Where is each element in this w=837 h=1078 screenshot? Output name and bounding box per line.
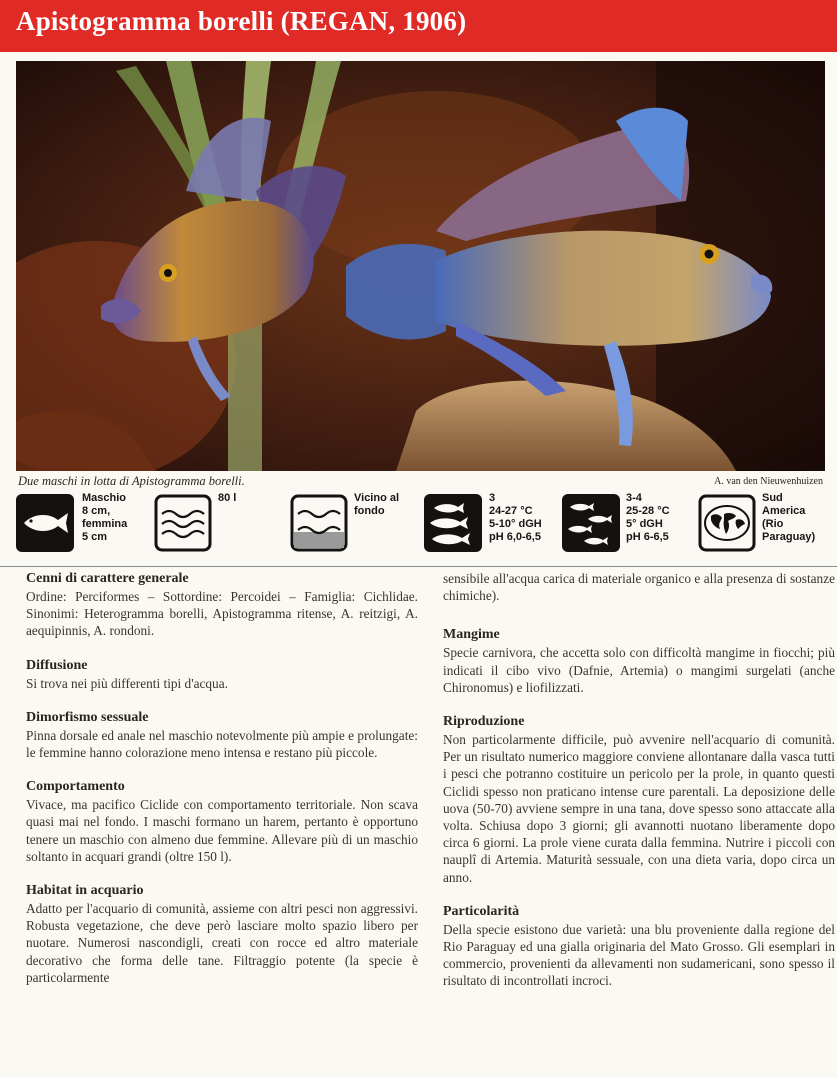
section-text: Ordine: Perciformes – Sottordine: Percoidei – Famiglia: Cichlidae. Sinonimi: Heterogramma borelli, Apistogramma ritense, A. reitzigi, A. aequipinnis, A. rondoni. — [26, 589, 418, 639]
breeding-params-icon — [562, 494, 620, 552]
section-heading: Mangime — [443, 627, 500, 643]
section-riproduzione — [443, 713, 835, 886]
swimming-zone-label: Vicino al fondo — [354, 492, 400, 517]
section-text: Della specie esistono due varietà: una blu proveniente dalla regione del Rio Paraguay ed una gialla originaria del Mato Grosso. Gli esemplari in commercio, provenienti da allevamenti non sudamericani, sono spesso il risultato di incontrollati incroci. — [443, 921, 835, 989]
section-cenni — [26, 570, 418, 640]
swimming-zone-icon — [290, 494, 348, 552]
section-diffusione — [26, 657, 418, 692]
section-heading: Riproduzione — [443, 714, 525, 730]
breeding-params-label: 3-4 25-28 °C 5° dGH pH 6-6,5 — [626, 492, 670, 543]
section-heading: Cenni di carattere generale — [26, 571, 189, 586]
species-title: Apistogramma borelli (REGAN, 1906) — [16, 6, 467, 36]
photo-caption: Due maschi in lotta di Apistogramma borelli. — [18, 474, 245, 488]
left-column — [26, 570, 418, 1003]
globe-label: Sud America (Rio Paraguay) — [762, 492, 816, 543]
section-text: Specie carnivora, che accetta solo con difficoltà mangime in fiocchi; più indicati il cibo vivo (Dafnie, Artemia) o mangimi surgelati (anche Chironomus) e liofilizzati. — [443, 645, 835, 695]
section-heading: Dimorfismo sessuale — [26, 709, 149, 725]
section-text: Adatto per l'acquario di comunità, assieme con altri pesci non aggressivi. Robusta vegetazione, che deve però lasciare molto spazio libero per nuotare. Numerosi nascondigli, creati con rocce ed altro materiale decorativo che forma delle tane. Filtraggio potente (la specie è particolarmente — [26, 901, 418, 985]
icon-row — [0, 490, 837, 558]
fish-photo — [16, 61, 825, 471]
icon-divider — [0, 566, 837, 567]
section-text: Pinna dorsale ed anale nel maschio notevolmente più ampie e prolungate: le femmine hanno colorazione meno intensa e restano più piccole. — [26, 727, 418, 761]
section-heading: Diffusione — [26, 657, 88, 673]
section-dimorfismo — [26, 709, 418, 761]
aquarium-volume-icon — [154, 494, 212, 552]
section-text: Vivace, ma pacifico Ciclide con comportamento territoriale. Non scava quasi mai nel fondo. I maschi formano un harem, pertanto è opportuno tenere un maschio con almeno due femmine. Allevare più di un maschio soltanto in acquari grandi (oltre 150 l). — [26, 797, 418, 864]
section-text: Si trova nei più differenti tipi d'acqua. — [26, 675, 228, 691]
water-params-label: 3 24-27 °C 5-10° dGH pH 6,0-6,5 — [489, 492, 542, 543]
fish-photo-illustration — [16, 61, 825, 471]
section-heading: Particolarità — [443, 903, 520, 919]
section-habitat — [26, 882, 418, 986]
section-heading: Comportamento — [26, 779, 125, 795]
section-mangime — [443, 626, 835, 696]
section-text: Non particolarmente difficile, può avvenire nell'acquario di comunità. Per un risultato numerico maggiore conviene allontanare dalla vasca tutti i pesci che potranno costituire un pericolo per la prole, in quanto questi Ciclidi spesso non praticano intense cure parentali. La deposizione delle uova (50-70) avviene sempre in una tana, dove spesso sono attaccate alla volta. Schiusa dopo 3 giorni; gli avannotti nuotano liberamente dopo circa 6 giorni. La prole viene curata dalla femmina. Nutrire i piccoli con nauplî di Artemia. Maturità sessuale, con una dieta varia, dopo circa un anno. — [443, 732, 835, 885]
globe-icon — [698, 494, 756, 552]
title-bar — [0, 0, 837, 52]
water-params-icon — [424, 494, 482, 552]
fish-size-icon — [16, 494, 74, 552]
right-column — [443, 570, 835, 1007]
section-habitat-continued — [443, 570, 835, 604]
section-text: sensibile all'acqua carica di materiale organico e alla presenza di sostanze chimiche). — [443, 571, 835, 604]
aquarium-volume-label: 80 l — [218, 492, 237, 504]
fish-size-label: Maschio 8 cm, femmina 5 cm — [82, 492, 128, 543]
photo-credit: A. van den Nieuwenhuizen — [714, 476, 823, 487]
section-particolarita — [443, 903, 835, 990]
section-heading: Habitat in acquario — [26, 883, 144, 899]
section-comportamento — [26, 778, 418, 865]
